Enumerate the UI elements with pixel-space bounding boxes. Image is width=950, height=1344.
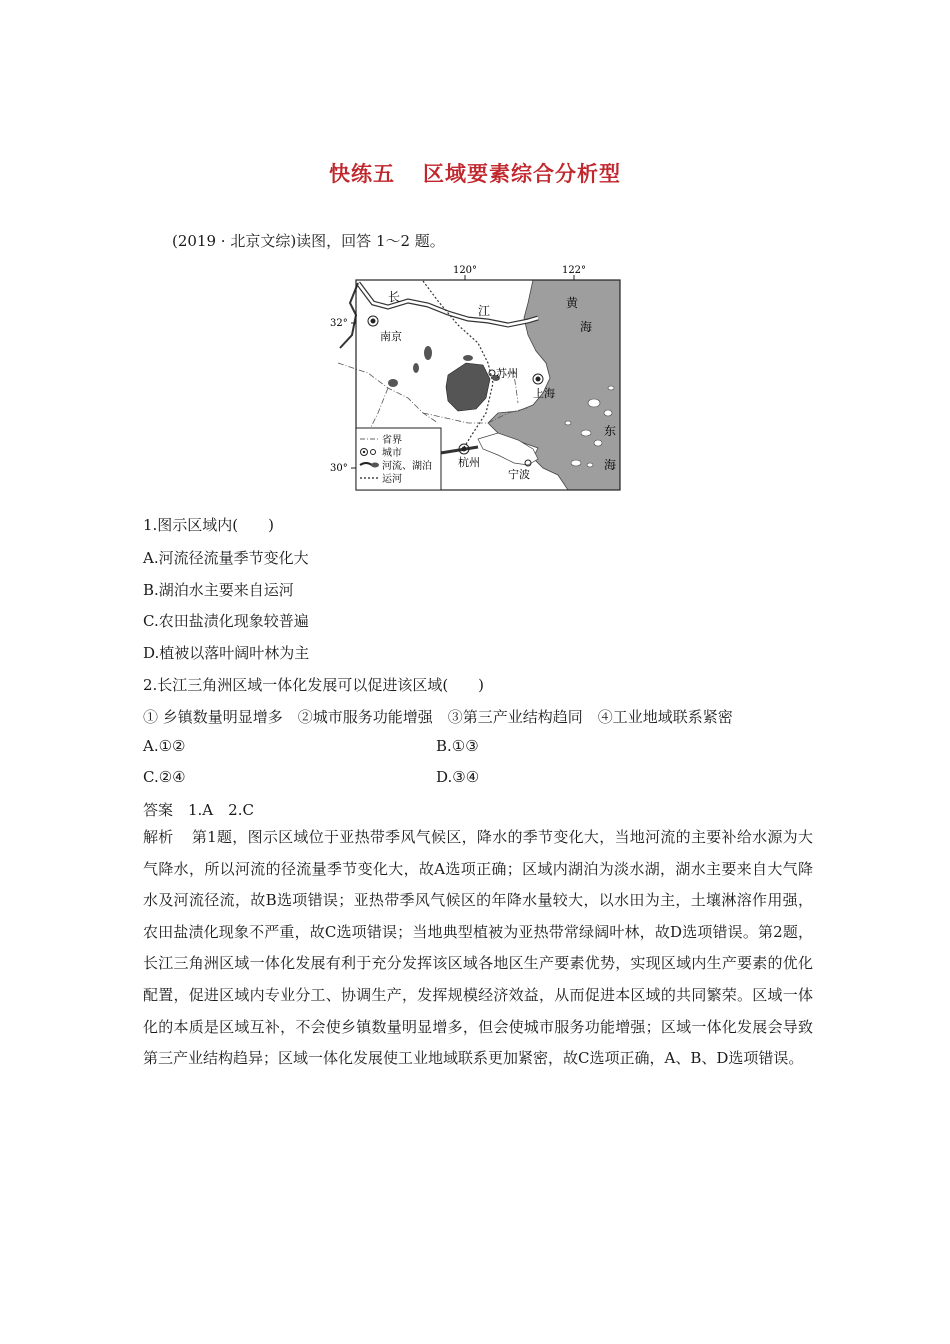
lat-label-30: 30°	[330, 463, 348, 474]
analysis-paragraph	[143, 822, 813, 1075]
page-title	[0, 158, 950, 188]
label-hai-1: 海	[580, 320, 593, 334]
label-jiang: 江	[478, 304, 491, 318]
legend-city: 城市	[382, 448, 402, 459]
question-1-option-d: D.植被以落叶阔叶林为主	[143, 644, 310, 662]
analysis-label: 解析	[143, 828, 174, 846]
legend-canal: 运河	[382, 474, 402, 485]
question-2-option-b: B.①③	[436, 737, 479, 755]
question-2-option-a: A.①②	[143, 737, 186, 755]
lon-label-120: 120°	[452, 265, 478, 276]
label-hangzhou: 杭州	[458, 456, 480, 469]
question-2-stem: 2.长江三角洲区域一体化发展可以促进该区域( )	[143, 676, 485, 694]
label-dong: 东	[604, 424, 617, 438]
question-2-option-d: D.③④	[436, 768, 480, 786]
legend-border: 省界	[382, 435, 402, 446]
question-1-option-c: C.农田盐渍化现象较普遍	[143, 612, 309, 630]
question-2-items: ① 乡镇数量明显增多 ②城市服务功能增强 ③第三产业结构趋同 ④工业地域联系紧密	[143, 708, 733, 726]
map-legend	[356, 428, 441, 490]
label-huang: 黄	[566, 296, 579, 310]
question-1-stem: 1.图示区域内( )	[143, 516, 275, 534]
analysis-text: 第1题，图示区域位于亚热带季风气候区，降水的季节变化大，当地河流的主要补给水源为大气降水，所以河流的径流量季节变化大，故A选项正确；区域内湖泊为淡水湖，湖水主要来自大气降水及河流径流，故B选项错误；亚热带季风气候区的年降水量较大，以水田为主，土壤淋溶作用强，农田盐渍化现象不严重，故C选项错误；当地典型植被为亚热带常绿阔叶林，故D选项错误。第2题，长江三角洲区域一体化发展有利于充分发挥该区域各地区生产要素优势，实现区域内生产要素的优化配置，促进区域内专业分工、协调生产，发挥规模经济效益，从而促进本区域的共同繁荣。区域一体化的本质是区域互补，不会使乡镇数量明显增多，但会使城市服务功能增强；区域一体化发展会导致第三产业结构趋异；区域一体化发展使工业地域联系更加紧密，故C选项正确，A、B、D选项错误。	[143, 828, 813, 1068]
answer-line: 答案 1.A 2.C	[143, 801, 254, 819]
question-2-option-c: C.②④	[143, 768, 186, 786]
label-hai-2: 海	[604, 458, 617, 472]
label-ningbo: 宁波	[508, 468, 530, 481]
lon-label-122: 122°	[561, 265, 587, 276]
legend-river-lake: 河流、湖泊	[382, 461, 432, 472]
intro-text: (2019 · 北京文综)读图，回答 1～2 题。	[172, 232, 445, 250]
label-nanjing: 南京	[380, 330, 402, 343]
yangtze-delta-map	[328, 263, 628, 495]
lat-label-32: 32°	[330, 318, 348, 329]
label-shanghai: 上海	[533, 387, 555, 400]
label-suzhou: 苏州	[496, 367, 518, 380]
title-part2: 区域要素综合分析型	[423, 162, 621, 186]
question-1-option-a: A.河流径流量季节变化大	[143, 549, 309, 567]
title-part1: 快练五	[329, 162, 395, 186]
label-chang: 长	[388, 290, 401, 304]
question-1-option-b: B.湖泊水主要来自运河	[143, 581, 294, 599]
